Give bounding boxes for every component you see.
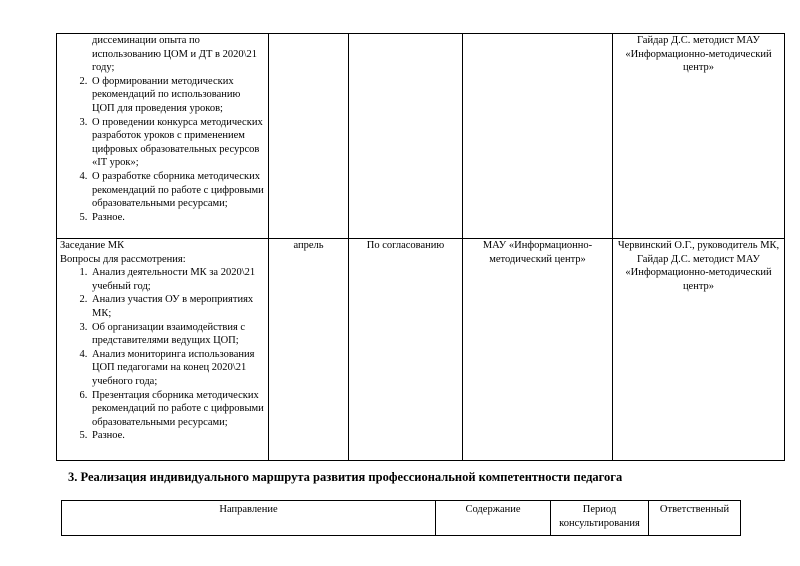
location-cell: МАУ «Информационно-методический центр»: [463, 239, 613, 461]
list-item: 2. Анализ участия ОУ в мероприятиях МК;: [90, 293, 265, 320]
header-responsible: Ответственный: [649, 501, 741, 536]
meeting-heading: Заседание МК: [60, 240, 125, 251]
list-item: 4. Анализ мониторинга использования ЦОП педагогами на конец 2020\21 учебного года;: [90, 348, 265, 389]
events-table: [56, 33, 785, 461]
month-cell: апрель: [269, 239, 349, 461]
list-item: 4. О разработке сборника методических рекомендаций по работе с цифровыми образовательными ресурсами;: [90, 170, 265, 211]
header-content: Содержание: [436, 501, 551, 536]
table-header-row: [62, 501, 741, 536]
list-item: 3. Об организации взаимодействия с представителями ведущих ЦОП;: [90, 321, 265, 348]
list-item: 3. О проведении конкурса методических разработок уроков с применением цифровых образовательных ресурсов «IT урок»;: [90, 116, 265, 170]
agenda-list: [60, 34, 265, 224]
list-item: 1. Анализ деятельности МК за 2020\21 учебный год;: [90, 266, 265, 293]
header-direction: Направление: [62, 501, 436, 536]
questions-heading: Вопросы для рассмотрения:: [60, 253, 186, 265]
month-cell: [269, 34, 349, 239]
agreement-cell: [349, 34, 463, 239]
table-row: [57, 34, 785, 239]
list-item: диссеминации опыта по использованию ЦОМ и ДТ в 2020\21 году;: [92, 35, 257, 74]
table-row: [57, 239, 785, 461]
agenda-cell: [57, 34, 269, 239]
route-table: [61, 500, 741, 536]
section-title: 3. Реализация индивидуального маршрута развития профессиональной компетентности педагога: [68, 470, 623, 484]
header-period: Период консультирования: [551, 501, 649, 536]
location-cell: [463, 34, 613, 239]
responsible-cell: Гайдар Д.С. методист МАУ «Информационно-методический центр»: [613, 34, 785, 239]
responsible-cell: Червинский О.Г., руководитель МК, Гайдар Д.С. методист МАУ «Информационно-методический центр»: [613, 239, 785, 461]
agenda-list: [60, 266, 265, 443]
agreement-cell: По согласованию: [349, 239, 463, 461]
list-item: 5. Разное.: [90, 211, 265, 225]
list-item: 2. О формировании методических рекомендаций по использованию ЦОП для проведения уроков;: [90, 75, 265, 116]
list-item: 5. Разное.: [90, 429, 265, 443]
agenda-cell: [57, 239, 269, 461]
list-item: 6. Презентация сборника методических рекомендаций по работе с цифровыми образовательными ресурсами;: [90, 389, 265, 430]
